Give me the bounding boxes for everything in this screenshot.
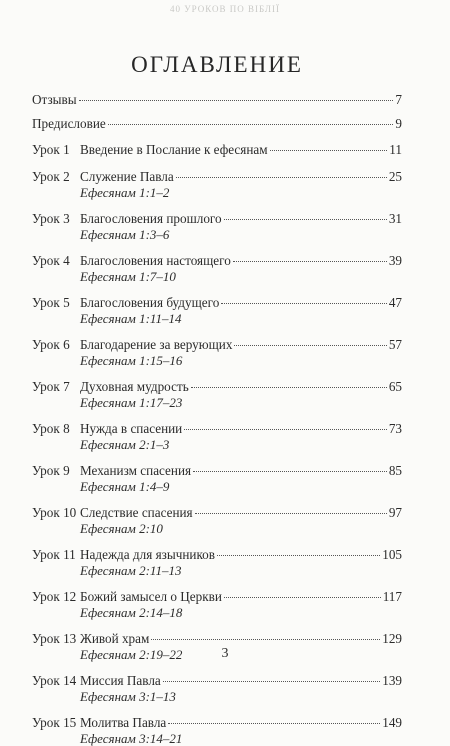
page-ref: 73 [388, 421, 402, 436]
page-ref: 129 [382, 631, 402, 646]
page-ref: 139 [382, 673, 402, 688]
lesson-number: Урок 6 [32, 337, 70, 352]
toc-entry [32, 505, 402, 536]
toc-entry [32, 379, 402, 410]
scripture-reference: Ефесянам 3:14–21 [80, 731, 183, 746]
entry-title: Духовная мудрость [80, 379, 189, 394]
dot-leader [176, 177, 387, 178]
dot-leader [195, 513, 387, 514]
page-ref: 31 [388, 211, 402, 226]
toc-entry-line [32, 715, 402, 731]
toc-entry-line [32, 142, 402, 158]
dot-leader [217, 555, 380, 556]
entry-title: Механизм спасения [80, 463, 192, 478]
lesson-number: Урок 3 [32, 211, 70, 226]
toc-entry [32, 142, 402, 158]
toc-entry-line [32, 505, 402, 521]
scripture-reference: Ефесянам 2:10 [80, 521, 163, 536]
toc-entry-line [32, 463, 402, 479]
scripture-reference: Ефесянам 2:14–18 [80, 605, 183, 620]
toc-entry-line [32, 379, 402, 395]
page-number: 3 [221, 646, 229, 661]
dot-leader [193, 471, 387, 472]
lesson-number: Урок 2 [32, 169, 70, 184]
toc-entry-line [32, 673, 402, 689]
entry-title: Нужда в спасении [80, 421, 183, 436]
toc-entry-line [32, 169, 402, 185]
page-ref: 39 [388, 253, 402, 268]
toc-entry-line [32, 211, 402, 227]
lesson-number: Урок 10 [32, 505, 77, 520]
toc-entry [32, 421, 402, 452]
dot-leader [224, 219, 387, 220]
toc-entry-line [32, 295, 402, 311]
lesson-number: Урок 15 [32, 715, 77, 730]
scripture-reference: Ефесянам 1:15–16 [80, 353, 183, 368]
toc-entry-line [32, 337, 402, 353]
scripture-reference: Ефесянам 2:19–22 [80, 647, 183, 662]
entry-title: Введение в Послание к ефесянам [80, 142, 268, 157]
scripture-reference: Ефесянам 3:1–13 [80, 689, 176, 704]
toc-entry-line [32, 589, 402, 605]
scripture-reference: Ефесянам 1:11–14 [80, 311, 182, 326]
page-ref: 85 [388, 463, 402, 478]
page-ref: 97 [388, 505, 402, 520]
entry-title: Молитва Павла [80, 715, 167, 730]
lesson-number: Урок 5 [32, 295, 70, 310]
entry-title: Предисловие [32, 116, 106, 131]
toc-entry [32, 715, 402, 746]
toc-entry-line [32, 116, 402, 132]
entry-title: Живой храм [80, 631, 150, 646]
lesson-number: Урок 11 [32, 547, 76, 562]
lesson-number: Урок 13 [32, 631, 77, 646]
toc-entry [32, 295, 402, 326]
dot-leader [163, 681, 380, 682]
toc-entry [32, 92, 402, 108]
lesson-number: Урок 12 [32, 589, 77, 604]
header-bleed-through: 40 УРОКОВ ПО ВІБЛІЇ [169, 4, 281, 14]
page-ref: 65 [388, 379, 402, 394]
toc-entry-line [32, 631, 402, 647]
page-ref: 7 [395, 92, 402, 107]
scripture-reference: Ефесянам 2:1–3 [80, 437, 170, 452]
entry-title: Благодарение за верующих [80, 337, 233, 352]
entry-title: Благословения настоящего [80, 253, 231, 268]
entry-title: Отзывы [32, 92, 77, 107]
entry-title: Надежда для язычников [80, 547, 216, 562]
toc-entry [32, 211, 402, 242]
dot-leader [79, 100, 394, 101]
toc-entry [32, 547, 402, 578]
toc-entry-line [32, 547, 402, 563]
dot-leader [270, 150, 388, 151]
toc-entry-line [32, 253, 402, 269]
lesson-number: Урок 9 [32, 463, 70, 478]
toc-entry [32, 116, 402, 132]
entry-title: Благословения будущего [80, 295, 220, 310]
dot-leader [151, 639, 380, 640]
page-ref: 9 [395, 116, 402, 131]
dot-leader [233, 261, 387, 262]
entry-title: Миссия Павла [80, 673, 161, 688]
entry-title: Благословения прошлого [80, 211, 222, 226]
toc-page [32, 52, 402, 746]
toc-entry-line [32, 92, 402, 108]
dot-leader [234, 345, 386, 346]
toc-entry [32, 169, 402, 200]
dot-leader [191, 387, 387, 388]
page-ref: 57 [388, 337, 402, 352]
toc-entry [32, 673, 402, 704]
toc-title: ОГЛАВЛЕНИЕ [131, 52, 303, 77]
toc-entry [32, 589, 402, 620]
scripture-reference: Ефесянам 1:3–6 [80, 227, 170, 242]
lesson-number: Урок 8 [32, 421, 70, 436]
dot-leader [221, 303, 387, 304]
dot-leader [184, 429, 387, 430]
scripture-reference: Ефесянам 1:7–10 [80, 269, 176, 284]
toc-entry [32, 337, 402, 368]
scripture-reference: Ефесянам 1:1–2 [80, 185, 170, 200]
entry-title: Следствие спасения [80, 505, 193, 520]
lesson-number: Урок 4 [32, 253, 70, 268]
page-ref: 105 [382, 547, 402, 562]
scripture-reference: Ефесянам 1:17–23 [80, 395, 183, 410]
page-ref: 11 [389, 142, 402, 157]
toc-entry [32, 463, 402, 494]
page-ref: 149 [382, 715, 402, 730]
dot-leader [168, 723, 380, 724]
lesson-number: Урок 14 [32, 673, 77, 688]
dot-leader [224, 597, 381, 598]
lesson-number: Урок 1 [32, 142, 70, 157]
dot-leader [108, 124, 394, 125]
page-ref: 117 [382, 589, 402, 604]
page-ref: 25 [388, 169, 402, 184]
scripture-reference: Ефесянам 1:4–9 [80, 479, 170, 494]
entry-title: Божий замысел о Церкви [80, 589, 222, 604]
toc-entry [32, 253, 402, 284]
entry-title: Служение Павла [80, 169, 174, 184]
lesson-number: Урок 7 [32, 379, 70, 394]
page-ref: 47 [388, 295, 402, 310]
toc-entry-line [32, 421, 402, 437]
scripture-reference: Ефесянам 2:11–13 [80, 563, 182, 578]
